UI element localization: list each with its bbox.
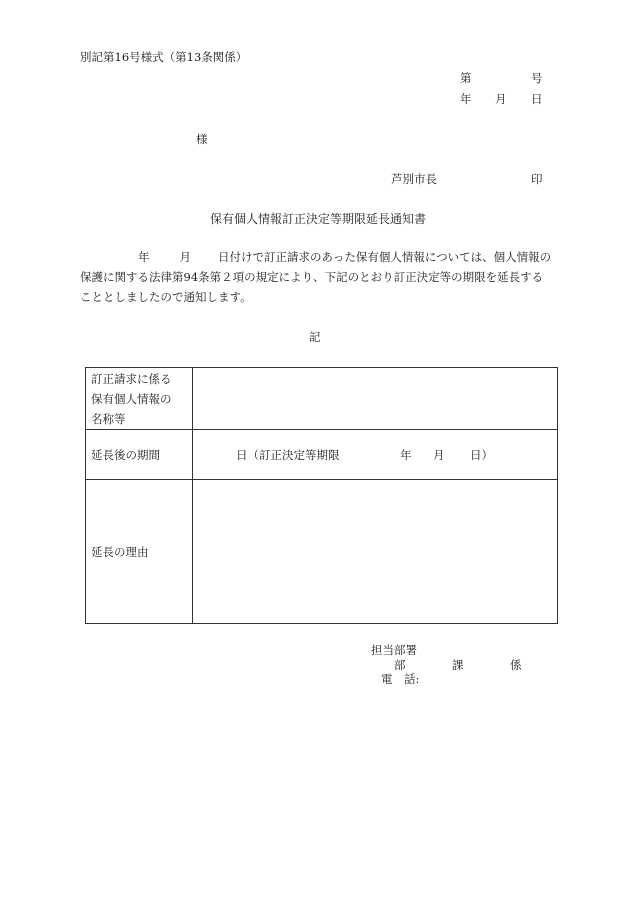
table-row	[86, 480, 558, 624]
seal-mark: 印	[531, 172, 543, 186]
form-identifier: 別記第16号様式（第13条関係）	[80, 50, 248, 64]
period-month: 月	[433, 448, 445, 462]
contact-department-label: 担当部署	[371, 643, 417, 657]
date-year: 年	[460, 92, 472, 106]
document-number-prefix: 第	[460, 71, 472, 85]
document-number-suffix: 号	[531, 71, 543, 85]
body-line-1-text: 日付けで訂正請求のあった保有個人情報については、個人情報の	[218, 250, 552, 264]
record-table	[85, 367, 558, 624]
body-line-1	[80, 247, 550, 267]
info-name-label-line-2: 保有個人情報の	[91, 392, 172, 406]
period-day-close: 日）	[470, 448, 493, 462]
document-title: 保有個人情報訂正決定等期限延長通知書	[210, 212, 427, 226]
period-day: 日（訂正決定等期限	[236, 448, 340, 462]
contact-kakari: 係	[510, 658, 522, 672]
date-day: 日	[531, 92, 543, 106]
body-month: 月	[179, 250, 191, 264]
table-row	[86, 430, 558, 480]
record-heading: 記	[309, 330, 321, 344]
date-month: 月	[495, 92, 507, 106]
extension-reason-label: 延長の理由	[86, 480, 193, 624]
extension-reason-value-cell	[193, 480, 558, 624]
info-name-label-cell	[86, 368, 193, 430]
issuer-name: 芦別市長	[391, 172, 437, 186]
addressee-honorific: 様	[196, 132, 208, 146]
extended-period-value	[193, 430, 557, 479]
contact-phone: 電 話:	[381, 672, 420, 686]
extended-period-label: 延長後の期間	[86, 430, 193, 480]
extended-period-value-cell	[193, 430, 558, 480]
contact-ka: 課	[452, 658, 464, 672]
body-line-3: こととしましたので通知します。	[80, 290, 252, 304]
table-row	[86, 368, 558, 430]
info-name-label-line-3: 名称等	[91, 412, 126, 426]
body-line-2: 保護に関する法律第94条第２項の規定により、下記のとおり訂正決定等の期限を延長する	[80, 270, 544, 284]
contact-bu: 部	[394, 658, 406, 672]
info-name-value-cell	[193, 368, 558, 430]
period-year: 年	[400, 448, 412, 462]
body-year: 年	[138, 250, 150, 264]
info-name-label-line-1: 訂正請求に係る	[91, 372, 172, 386]
